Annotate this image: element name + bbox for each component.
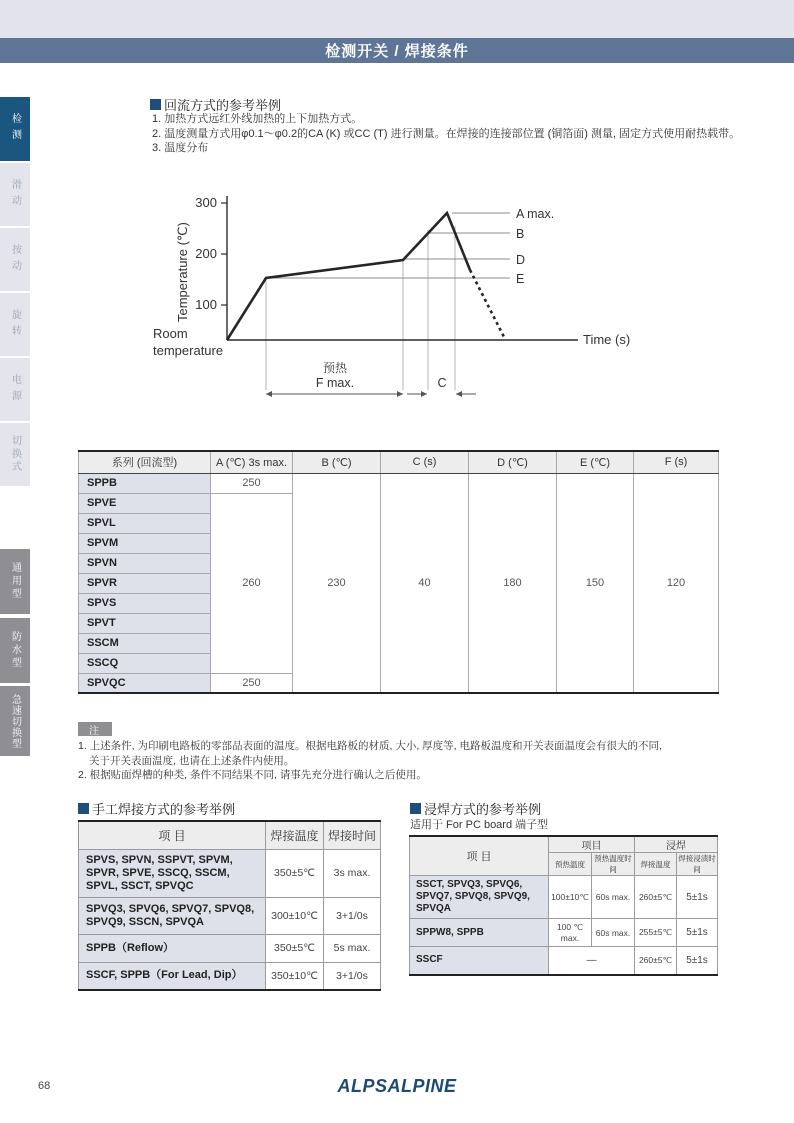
- y-tick-label-200: 200: [195, 246, 217, 261]
- note-line-3: 2. 根据贴面焊槽的种类, 条件不同结果不同, 请事先充分进行确认之后使用。: [78, 769, 427, 781]
- e-value: 150: [557, 473, 634, 693]
- sidebar-tab-slide: 滑动: [0, 163, 30, 226]
- table-row: [79, 962, 381, 990]
- fmax-label: F max.: [315, 376, 355, 390]
- table-header-row: [410, 836, 718, 853]
- group-header-dip: 浸焊: [635, 836, 718, 853]
- items-cell: SPPW8, SPPB: [410, 919, 549, 947]
- items-cell: SSCF: [410, 947, 549, 975]
- ref-label-e: E: [516, 272, 525, 286]
- col-header-solder-time: 焊接时间: [324, 821, 381, 849]
- section-square-icon: [410, 803, 421, 814]
- hand-solder-title: 手工焊接方式的参考举例: [92, 802, 236, 817]
- solder-temp-cell: 260±5℃: [635, 876, 677, 919]
- dip-solder-title: 浸焊方式的参考举例: [424, 802, 542, 817]
- sidebar-tab-quick-switch: 急速切换型: [0, 686, 30, 756]
- table-header-row: [79, 451, 719, 473]
- col-header-e: E (℃): [557, 451, 634, 473]
- note-line-1: 1. 上述条件, 为印刷电路板的零部品表面的温度。根据电路板的材质, 大小, 厚度等, 电路板温度和开关表面温度会有很大的不同,: [78, 740, 662, 752]
- items-cell: SPPB（Reflow）: [79, 934, 266, 962]
- col-header-f: F (s): [634, 451, 719, 473]
- sidebar-tab-push: 按动: [0, 228, 30, 291]
- note-line-2: 关于开关表面温度, 也请在上述条件内使用。: [89, 754, 295, 767]
- temperature-profile-cooling-dotted: [470, 270, 505, 339]
- section-square-icon: [78, 803, 89, 814]
- col-header-d: D (℃): [469, 451, 557, 473]
- series-cell: SPVQC: [79, 673, 211, 693]
- series-cell: SPPB: [79, 473, 211, 493]
- origin-label-room: Room: [153, 326, 188, 341]
- table-header-row: [79, 821, 381, 849]
- table-row: [79, 849, 381, 897]
- series-cell: SPVN: [79, 553, 211, 573]
- col-header-items: 项 目: [79, 821, 266, 849]
- time-cell: 3+1/0s: [324, 897, 381, 934]
- dip-solder-subtitle: 适用于 For PC board 端子型: [410, 819, 549, 831]
- series-cell: SPVL: [79, 513, 211, 533]
- page-title-bar: [0, 38, 794, 63]
- dip-time-cell: 5±1s: [677, 947, 718, 975]
- col-header-c: C (s): [381, 451, 469, 473]
- temp-cell: 350±5℃: [266, 934, 324, 962]
- items-cell: SSCF, SPPB（For Lead, Dip）: [79, 962, 266, 990]
- logo-text: ALPSALPINE: [337, 1076, 457, 1096]
- table-row: [410, 876, 718, 919]
- time-cell: 5s max.: [324, 934, 381, 962]
- time-cell: 3+1/0s: [324, 962, 381, 990]
- temp-cell: 300±10℃: [266, 897, 324, 934]
- page-title: 检测开关 / 焊接条件: [325, 43, 469, 60]
- origin-label-temperature: temperature: [153, 343, 224, 358]
- table-row: [79, 897, 381, 934]
- table-row: [410, 947, 718, 975]
- c-label: C: [437, 376, 447, 390]
- series-cell: SPVT: [79, 613, 211, 633]
- page-number: 68: [38, 1080, 51, 1092]
- solder-temp-cell: 255±5℃: [635, 919, 677, 947]
- reflow-note-3: 3. 温度分布: [152, 142, 209, 154]
- a-value-sppb: 250: [211, 473, 293, 493]
- series-cell: SSCM: [79, 633, 211, 653]
- preheat-temp-cell: 100 ℃ max.: [549, 919, 592, 947]
- top-band: [0, 0, 794, 38]
- reflow-note-1: 1. 加热方式远红外线加热的上下加热方式。: [152, 113, 363, 125]
- col-header-series: 系列 (回流型): [79, 451, 211, 473]
- y-axis-label: Temperature (℃): [175, 222, 190, 322]
- hand-solder-heading: [78, 799, 235, 818]
- temp-cell: 350±5℃: [266, 849, 324, 897]
- c-value: 40: [381, 473, 469, 693]
- preheat-time-cell: 60s max.: [592, 876, 635, 919]
- x-axis-label: Time (s): [583, 332, 631, 347]
- section-square-icon: [150, 99, 161, 110]
- sidebar-tab-detection: 检测: [0, 97, 30, 161]
- col-header-a: A (℃) 3s max.: [211, 451, 293, 473]
- col-header-b: B (℃): [293, 451, 381, 473]
- series-cell: SPVE: [79, 493, 211, 513]
- alps-alpine-logo: [0, 1076, 794, 1097]
- sidebar-tab-toggle: 切换式: [0, 423, 30, 486]
- sidebar-tab-general: 通用型: [0, 549, 30, 614]
- series-cell: SSCQ: [79, 653, 211, 673]
- a-value-merged: 260: [211, 493, 293, 673]
- dip-time-cell: 5±1s: [677, 876, 718, 919]
- items-cell: SPVS, SPVN, SSPVT, SPVM, SPVR, SPVE, SSCQ, SSCM, SPVL, SSCT, SPVQC: [79, 849, 266, 897]
- table-row: [79, 934, 381, 962]
- reflow-conditions-table: [78, 450, 719, 694]
- b-value: 230: [293, 473, 381, 693]
- a-value-spvqc: 250: [211, 673, 293, 693]
- hand-solder-table: [78, 820, 381, 991]
- temp-cell: 350±10℃: [266, 962, 324, 990]
- preheat-label: 预热: [322, 361, 348, 375]
- d-value: 180: [469, 473, 557, 693]
- dip-time-cell: 5±1s: [677, 919, 718, 947]
- sidebar-tab-rotary: 旋转: [0, 293, 30, 356]
- series-cell: SPVS: [79, 593, 211, 613]
- group-header-preheat: 项目: [549, 836, 635, 853]
- items-cell: SSCT, SPVQ3, SPVQ6, SPVQ7, SPVQ8, SPVQ9, SPVQA: [410, 876, 549, 919]
- table-row: [79, 473, 719, 493]
- preheat-na-cell: —: [549, 947, 635, 975]
- preheat-time-cell: 60s max.: [592, 919, 635, 947]
- ref-label-d: D: [516, 253, 526, 267]
- series-cell: SPVM: [79, 533, 211, 553]
- subheader-preheat-time: 预热温度时间: [592, 853, 635, 876]
- reflow-section-title: 回流方式的参考举例: [164, 98, 282, 113]
- ref-label-a: A max.: [516, 207, 555, 221]
- note-text: [78, 739, 662, 783]
- table-row: [410, 919, 718, 947]
- col-header-solder-temp: 焊接温度: [266, 821, 324, 849]
- dip-solder-table: [409, 835, 718, 976]
- ref-label-b: B: [516, 227, 525, 241]
- f-value: 120: [634, 473, 719, 693]
- subheader-solder-temp: 焊接温度: [635, 853, 677, 876]
- temperature-profile-line: [227, 213, 470, 340]
- sidebar-tab-waterproof: 防水型: [0, 618, 30, 683]
- reflow-note-2: 2. 温度测量方式用φ0.1～φ0.2的CA (K) 或CC (T) 进行测量。在焊接的连接部位置 (铜箔面) 测量, 固定方式使用耐热载带。: [152, 127, 741, 140]
- reflow-notes-list: [152, 112, 740, 156]
- time-cell: 3s max.: [324, 849, 381, 897]
- col-header-items: 项 目: [410, 836, 549, 876]
- items-cell: SPVQ3, SPVQ6, SPVQ7, SPVQ8, SPVQ9, SSCN, SPVQA: [79, 897, 266, 934]
- preheat-temp-cell: 100±10℃: [549, 876, 592, 919]
- sidebar-tab-power: 电源: [0, 358, 30, 421]
- solder-temp-cell: 260±5℃: [635, 947, 677, 975]
- reflow-profile-chart: [135, 182, 665, 410]
- y-tick-label-100: 100: [195, 297, 217, 312]
- series-cell: SPVR: [79, 573, 211, 593]
- note-badge: 注: [78, 722, 112, 736]
- subheader-preheat-temp: 预热温度: [549, 853, 592, 876]
- subheader-dip-time: 焊接浸渍时间: [678, 854, 716, 874]
- y-tick-label-300: 300: [195, 195, 217, 210]
